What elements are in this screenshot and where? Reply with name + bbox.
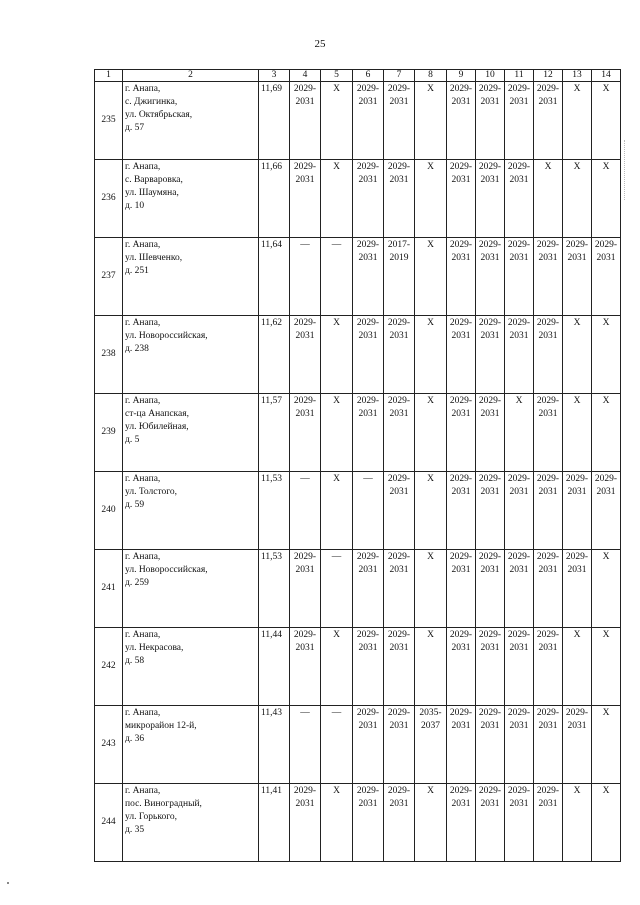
period-cell: 2029- 2031 (384, 784, 415, 862)
period-cell: Х (321, 394, 353, 472)
address-line: д. 36 (125, 734, 145, 744)
table-row (95, 394, 621, 472)
column-header: 7 (384, 70, 415, 82)
period-cell: 2029- 2031 (505, 160, 534, 238)
address-line: д. 57 (125, 123, 145, 133)
period-cell: 2029- 2031 (505, 706, 534, 784)
period-cell: 2029- 2031 (290, 628, 321, 706)
period-cell: Х (592, 784, 621, 862)
period-cell: 2029- 2031 (592, 238, 621, 316)
period-cell: 2029- 2031 (476, 472, 505, 550)
period-cell: Х (563, 784, 592, 862)
period-cell: Х (415, 316, 447, 394)
column-header: 10 (476, 70, 505, 82)
period-cell: 2029- 2031 (384, 394, 415, 472)
period-cell: 2029- 2031 (476, 706, 505, 784)
column-header: 2 (123, 70, 259, 82)
period-cell: 2029- 2031 (476, 394, 505, 472)
column-header: 12 (534, 70, 563, 82)
period-cell: 2029- 2031 (505, 316, 534, 394)
period-cell: 2029- 2031 (447, 706, 476, 784)
period-cell: 2029- 2031 (447, 550, 476, 628)
address-line: ул. Шаумяна, (125, 188, 179, 198)
period-cell: 2029- 2031 (505, 784, 534, 862)
period-cell: 2029- 2031 (534, 316, 563, 394)
period-cell: 2029- 2031 (353, 238, 384, 316)
period-cell: Х (563, 394, 592, 472)
column-header: 9 (447, 70, 476, 82)
address-line: д. 35 (125, 825, 145, 835)
address-line: ул. Горького, (125, 812, 177, 822)
period-cell: 2029- 2031 (447, 628, 476, 706)
column-header: 4 (290, 70, 321, 82)
area-value: 11,43 (259, 706, 290, 784)
period-cell: 2029- 2031 (384, 472, 415, 550)
period-cell: Х (592, 706, 621, 784)
address-line: ул. Новороссийская, (125, 565, 208, 575)
period-cell: 2029- 2031 (534, 82, 563, 160)
period-cell: 2029- 2031 (476, 550, 505, 628)
period-cell: 2029- 2031 (505, 238, 534, 316)
address-line: г. Анапа, (125, 786, 161, 796)
period-cell: 2029- 2031 (534, 628, 563, 706)
period-cell: 2029- 2031 (534, 394, 563, 472)
period-cell: 2029- 2031 (476, 628, 505, 706)
period-cell: 2029- 2031 (476, 160, 505, 238)
address-line: ул. Некрасова, (125, 643, 184, 653)
period-cell: 2029- 2031 (505, 628, 534, 706)
period-cell: 2029- 2031 (353, 394, 384, 472)
period-cell: Х (592, 550, 621, 628)
row-number: 240 (95, 472, 123, 550)
column-header: 1 (95, 70, 123, 82)
address-cell (123, 784, 259, 862)
table-row (95, 160, 621, 238)
row-number: 239 (95, 394, 123, 472)
period-cell: 2029- 2031 (447, 784, 476, 862)
period-cell: 2029- 2031 (447, 82, 476, 160)
period-cell: 2029- 2031 (353, 784, 384, 862)
period-cell: 2029- 2031 (447, 394, 476, 472)
period-cell: 2029- 2031 (563, 706, 592, 784)
period-cell: Х (592, 628, 621, 706)
period-cell: 2029- 2031 (476, 316, 505, 394)
period-cell: 2029- 2031 (592, 472, 621, 550)
area-value: 11,69 (259, 82, 290, 160)
column-header: 5 (321, 70, 353, 82)
period-cell: 2029- 2031 (563, 472, 592, 550)
address-line: г. Анапа, (125, 240, 161, 250)
period-cell: 2029- 2031 (290, 550, 321, 628)
scan-mark (7, 882, 9, 884)
address-line: д. 238 (125, 344, 149, 354)
period-cell: Х (592, 394, 621, 472)
row-number: 237 (95, 238, 123, 316)
row-number: 235 (95, 82, 123, 160)
period-cell: Х (592, 160, 621, 238)
address-line: ул. Толстого, (125, 487, 178, 497)
column-header: 6 (353, 70, 384, 82)
address-line: г. Анапа, (125, 474, 161, 484)
table-row (95, 82, 621, 160)
address-line: г. Анапа, (125, 708, 161, 718)
period-cell: 2029- 2031 (534, 472, 563, 550)
table-header-row (95, 70, 621, 82)
period-cell: Х (563, 316, 592, 394)
period-cell: Х (415, 550, 447, 628)
period-cell: 2035- 2037 (415, 706, 447, 784)
address-line: ул. Октябрьская, (125, 110, 193, 120)
page-number: 25 (314, 38, 326, 50)
address-cell (123, 238, 259, 316)
table-row (95, 706, 621, 784)
address-line: д. 59 (125, 500, 145, 510)
period-cell: 2029- 2031 (534, 706, 563, 784)
address-line: г. Анапа, (125, 162, 161, 172)
address-line: г. Анапа, (125, 630, 161, 640)
table-row (95, 784, 621, 862)
address-line: г. Анапа, (125, 552, 161, 562)
address-line: ул. Юбилейная, (125, 422, 189, 432)
period-cell: 2029- 2031 (476, 784, 505, 862)
period-cell: Х (321, 82, 353, 160)
area-value: 11,44 (259, 628, 290, 706)
row-number: 236 (95, 160, 123, 238)
period-cell: 2029- 2031 (447, 160, 476, 238)
period-cell: Х (415, 628, 447, 706)
address-cell (123, 550, 259, 628)
address-line: г. Анапа, (125, 396, 161, 406)
period-cell: 2029- 2031 (353, 628, 384, 706)
row-number: 241 (95, 550, 123, 628)
period-cell: 2029- 2031 (447, 472, 476, 550)
period-cell: 2029- 2031 (353, 82, 384, 160)
period-cell: 2029- 2031 (447, 238, 476, 316)
address-line: с. Джигинка, (125, 97, 178, 107)
period-cell: Х (563, 160, 592, 238)
period-cell: Х (563, 82, 592, 160)
table-row (95, 472, 621, 550)
period-cell: 2029- 2031 (534, 784, 563, 862)
period-cell: 2029- 2031 (447, 316, 476, 394)
address-cell (123, 394, 259, 472)
address-cell (123, 82, 259, 160)
period-cell: 2029- 2031 (290, 82, 321, 160)
area-value: 11,62 (259, 316, 290, 394)
period-cell: — (290, 472, 321, 550)
period-cell: 2029- 2031 (384, 82, 415, 160)
period-cell: — (321, 706, 353, 784)
area-value: 11,57 (259, 394, 290, 472)
table-row (95, 316, 621, 394)
period-cell: Х (415, 82, 447, 160)
period-cell: 2029- 2031 (476, 238, 505, 316)
period-cell: 2029- 2031 (290, 394, 321, 472)
area-value: 11,41 (259, 784, 290, 862)
period-cell: Х (415, 784, 447, 862)
area-value: 11,64 (259, 238, 290, 316)
period-cell: — (353, 472, 384, 550)
column-header: 13 (563, 70, 592, 82)
period-cell: — (321, 238, 353, 316)
address-cell (123, 316, 259, 394)
period-cell: 2029- 2031 (290, 160, 321, 238)
address-line: ул. Шевченко, (125, 253, 183, 263)
row-number: 243 (95, 706, 123, 784)
area-value: 11,66 (259, 160, 290, 238)
period-cell: Х (321, 160, 353, 238)
period-cell: 2029- 2031 (563, 550, 592, 628)
period-cell: — (290, 238, 321, 316)
period-cell: 2029- 2031 (384, 316, 415, 394)
period-cell: 2029- 2031 (384, 706, 415, 784)
column-header: 14 (592, 70, 621, 82)
period-cell: 2029- 2031 (534, 550, 563, 628)
scan-edge-dots (624, 140, 626, 200)
row-number: 238 (95, 316, 123, 394)
period-cell: 2029- 2031 (384, 628, 415, 706)
register-table (94, 69, 621, 862)
address-cell (123, 706, 259, 784)
period-cell: Х (563, 628, 592, 706)
period-cell: 2029- 2031 (505, 82, 534, 160)
address-line: д. 251 (125, 266, 149, 276)
address-line: пос. Виноградный, (125, 799, 202, 809)
area-value: 11,53 (259, 550, 290, 628)
address-line: д. 259 (125, 578, 149, 588)
period-cell: 2029- 2031 (353, 316, 384, 394)
period-cell: 2029- 2031 (476, 82, 505, 160)
period-cell: Х (321, 784, 353, 862)
period-cell: 2029- 2031 (353, 550, 384, 628)
table-body (95, 70, 621, 862)
period-cell: 2017- 2019 (384, 238, 415, 316)
period-cell: Х (415, 394, 447, 472)
address-cell (123, 472, 259, 550)
period-cell: Х (415, 160, 447, 238)
period-cell: 2029- 2031 (384, 160, 415, 238)
column-header: 8 (415, 70, 447, 82)
period-cell: Х (592, 316, 621, 394)
address-line: г. Анапа, (125, 84, 161, 94)
period-cell: Х (321, 316, 353, 394)
table-row (95, 550, 621, 628)
row-number: 244 (95, 784, 123, 862)
address-line: микрорайон 12-й, (125, 721, 197, 731)
period-cell: 2029- 2031 (384, 550, 415, 628)
period-cell: — (290, 706, 321, 784)
period-cell: 2029- 2031 (505, 472, 534, 550)
period-cell: 2029- 2031 (563, 238, 592, 316)
area-value: 11,53 (259, 472, 290, 550)
address-line: ул. Новороссийская, (125, 331, 208, 341)
address-line: ст-ца Анапская, (125, 409, 189, 419)
period-cell: 2029- 2031 (353, 706, 384, 784)
address-line: д. 58 (125, 656, 145, 666)
address-line: д. 5 (125, 435, 140, 445)
address-line: г. Анапа, (125, 318, 161, 328)
period-cell: — (321, 550, 353, 628)
table-row (95, 238, 621, 316)
address-cell (123, 160, 259, 238)
address-line: с. Варваровка, (125, 175, 183, 185)
period-cell: 2029- 2031 (290, 316, 321, 394)
column-header: 3 (259, 70, 290, 82)
period-cell: 2029- 2031 (534, 238, 563, 316)
column-header: 11 (505, 70, 534, 82)
period-cell: Х (321, 472, 353, 550)
period-cell: 2029- 2031 (353, 160, 384, 238)
period-cell: Х (321, 628, 353, 706)
row-number: 242 (95, 628, 123, 706)
period-cell: Х (592, 82, 621, 160)
period-cell: 2029- 2031 (290, 784, 321, 862)
period-cell: Х (415, 238, 447, 316)
address-line: д. 10 (125, 201, 145, 211)
period-cell: 2029- 2031 (505, 550, 534, 628)
address-cell (123, 628, 259, 706)
table-row (95, 628, 621, 706)
period-cell: Х (415, 472, 447, 550)
period-cell: Х (534, 160, 563, 238)
period-cell: Х (505, 394, 534, 472)
